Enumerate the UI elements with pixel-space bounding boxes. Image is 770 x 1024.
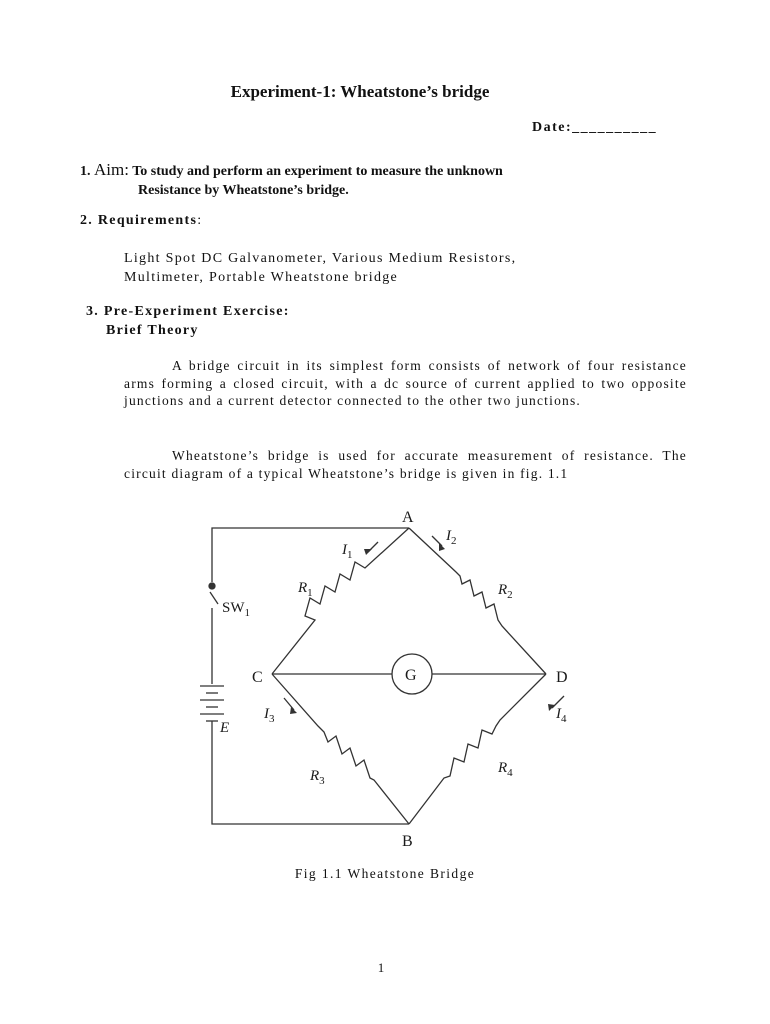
theory-paragraph-2 [124,447,687,482]
wheatstone-bridge-diagram [180,500,600,860]
current-i4-label: $I_4$ [556,706,567,725]
node-b-label: B [402,833,413,850]
switch-label: $SW_1$ [222,600,250,619]
requirements-list [124,249,516,287]
theory-paragraph-1 [124,357,687,410]
page-number: 1 [377,960,385,975]
pre-experiment-title: 3. Pre-Experiment Exercise: [86,304,290,319]
switch-contact-top [209,583,215,589]
theory-paragraph-1-text: A bridge circuit in its simplest form consists of network of four resistance arms forming a closed circuit, with a dc source of current applied to two opposite junctions and a current detector connected to the other two junctions. [124,358,687,408]
page-title: Experiment-1: Wheatstone’s bridge [230,82,490,101]
current-i1-label: $I_1$ [342,542,353,561]
theory-paragraph-2-text: Wheatstone’s bridge is used for accurate measurement of resistance. The circuit diagram of a typical Wheatstone’s bridge is given in fig. 1.1 [124,448,687,481]
arrowhead-i3 [290,707,297,714]
arrowhead-i2 [439,543,445,551]
resistor-r4-label: $R_4$ [498,760,513,779]
node-a-label: A [402,509,414,526]
battery-label: E [220,720,230,736]
aim-label: Aim: [94,160,129,179]
requirements-colon: : [197,213,203,228]
date-field: Date:__________ [532,120,658,135]
arm-r3 [272,674,409,824]
arm-r2 [409,528,546,674]
requirements-heading-text: 2. Requirements [80,213,198,228]
arrowhead-i1 [364,549,372,555]
node-d-label: D [556,669,568,686]
pre-experiment-heading [86,302,290,340]
node-c-label: C [252,669,263,686]
galvanometer-label: G [405,667,417,684]
brief-theory-heading: Brief Theory [106,323,199,338]
current-i3-label: $I_3$ [264,706,275,725]
requirements-line-1: Light Spot DC Galvanometer, Various Medium Resistors, [124,251,517,266]
arm-r4 [409,674,546,824]
arrow-i3 [284,698,294,710]
arrowhead-i4 [548,704,555,711]
current-i2-label: $I_2$ [446,528,457,547]
resistor-r3-label: $R_3$ [310,768,325,787]
resistor-r1-label: $R_1$ [298,580,313,599]
arm-r1 [272,528,409,674]
requirements-heading [80,213,202,229]
requirements-line-2: Multimeter, Portable Wheatstone bridge [124,270,399,285]
resistor-r2-label: $R_2$ [498,582,513,601]
figure-caption: Fig 1.1 Wheatstone Bridge [294,866,476,881]
aim-number: 1. [80,164,91,179]
aim-line-1: To study and perform an experiment to measure the unknown [132,164,503,179]
aim-section [80,160,503,200]
aim-line-2: Resistance by Wheatstone’s bridge. [138,183,349,198]
switch-blade [210,592,218,604]
